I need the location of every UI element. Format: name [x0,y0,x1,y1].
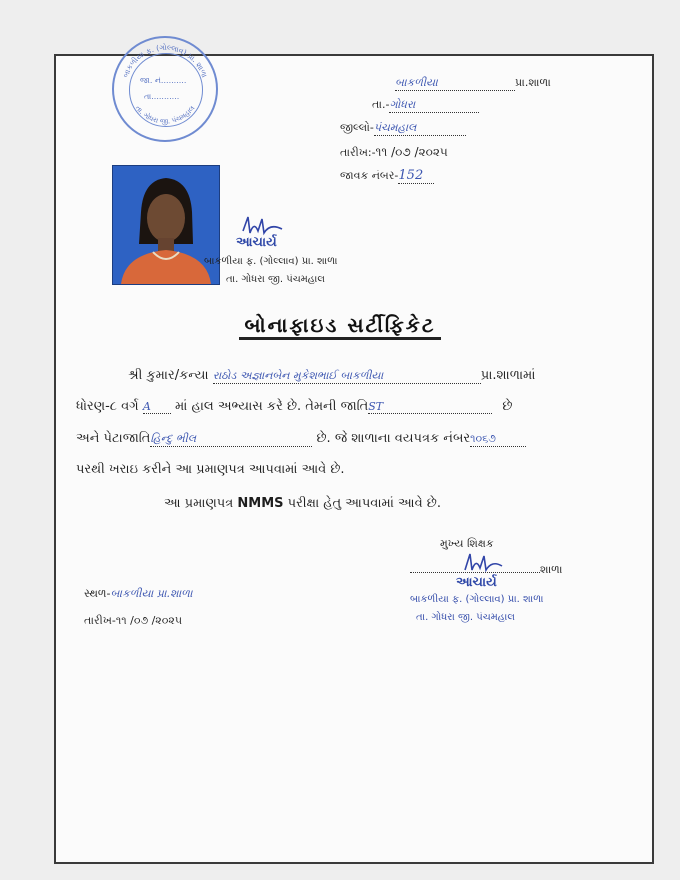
left-signature-icon [240,213,286,237]
district-line [340,121,466,136]
l3-mid: છે. જે શાળાના વયપત્રક નંબર [316,431,471,446]
outward-value: 152 [398,168,434,184]
place-value: બાકળીયા પ્રા.શાળા [110,587,193,600]
school-suffix: પ્રા.શાળા [515,76,551,89]
l3-prefix: અને પેટાજાતિ [76,431,151,446]
body-line-4: પરથી ખરાઇ કરીને આ પ્રમાણપત્ર આપવામાં આવે છે. [76,462,345,477]
student-name: રાઠોડ અજ્ઞાનબેન મુકેશભાઈ બાકળીયા [213,369,481,384]
left-role: આચાર્ય [236,235,277,250]
certificate-title [0,313,680,337]
svg-text:તા. ગોધરા જી. પંચમહાલ [134,104,197,126]
district-label: જીલ્લો- [340,121,374,134]
district-value: પંચમહાલ [374,121,466,136]
l1-suffix: પ્રા.શાળામાં [480,368,536,383]
student-photo [112,165,220,285]
date-label: તારીખ:- [340,146,376,159]
register-number: ૧૦૬૭ [470,432,526,447]
taluka-value: ગોધરા [389,98,479,113]
stamp-text-ring [112,36,218,142]
place-line [84,587,192,601]
date-line [340,145,448,160]
body-line-2 [76,399,512,414]
title-text: બોનાફાઇડ સર્ટીફિકેટ [239,313,442,340]
right-school: બાકળીયા ફ. (ગોલ્લાવ) પ્રા. શાળા [410,594,544,605]
taluka-line [372,98,479,113]
l5-prefix: આ પ્રમાણપત્ર [164,496,234,511]
exam-name: NMMS [237,496,284,511]
class-value: A [143,400,171,414]
outward-label: જાવક નંબર- [340,169,399,182]
right-role: આચાર્ય [456,575,497,590]
left-address: તા. ગોધરા જી. પંચમહાલ [226,274,325,285]
right-signature-icon [462,550,506,574]
place-label: સ્થળ- [84,587,111,600]
date-value: ૧૧ /૦૭ /૨૦૨૫ [375,145,448,159]
right-address: તા. ગોધરા જી. પંચમહાલ [416,612,515,623]
school-round-stamp [112,36,218,142]
footer-date-value: ૧૧ /૦૭ /૨૦૨૫ [115,614,183,627]
l5-suffix: પરીક્ષા હેતુ આપવામાં આવે છે. [287,496,441,511]
left-school: બાકળીયા ફ. (ગોલ્લાવ) પ્રા. શાળા [204,256,338,267]
body-line-1 [128,368,535,384]
outward-line [340,168,434,184]
subcaste-value: હિન્દુ ભીલ [150,432,312,447]
l2-mid: માં હાલ અભ્યાસ કરે છે. તેમની જાતિ [174,399,369,414]
school-value: બાકળીયા [395,76,515,91]
body-line-3 [76,431,526,447]
footer-date-label: તારીખ- [84,614,116,627]
l2-suffix: છે [502,399,513,414]
l1-prefix: શ્રી કુમાર/કન્યા [128,368,209,383]
svg-text:બાકળીયા ફ. (ગોલ્લાવ) પ્રા. શાળ [121,42,209,79]
body-line-5 [164,496,441,511]
school-line [395,76,551,91]
footer-date-line [84,614,182,628]
stamp-field1: જા. નં.......... [140,76,187,85]
l2-prefix: ધોરણ-૮ વર્ગ [76,399,139,414]
stamp-field2: તા........... [144,92,180,101]
taluka-label: તા.- [372,98,390,111]
caste-value: ST [368,400,492,414]
stamp-bottom: તા. ગોધરા જી. પંચમહાલ [133,104,197,126]
footer-school-suffix: શાળા [540,563,563,576]
head-teacher-label: મુખ્ય શિક્ષક [440,537,494,550]
stamp-line1: બાકળીયા ફ. (ગોલ્લાવ) પ્રા. શાળા [120,42,210,79]
